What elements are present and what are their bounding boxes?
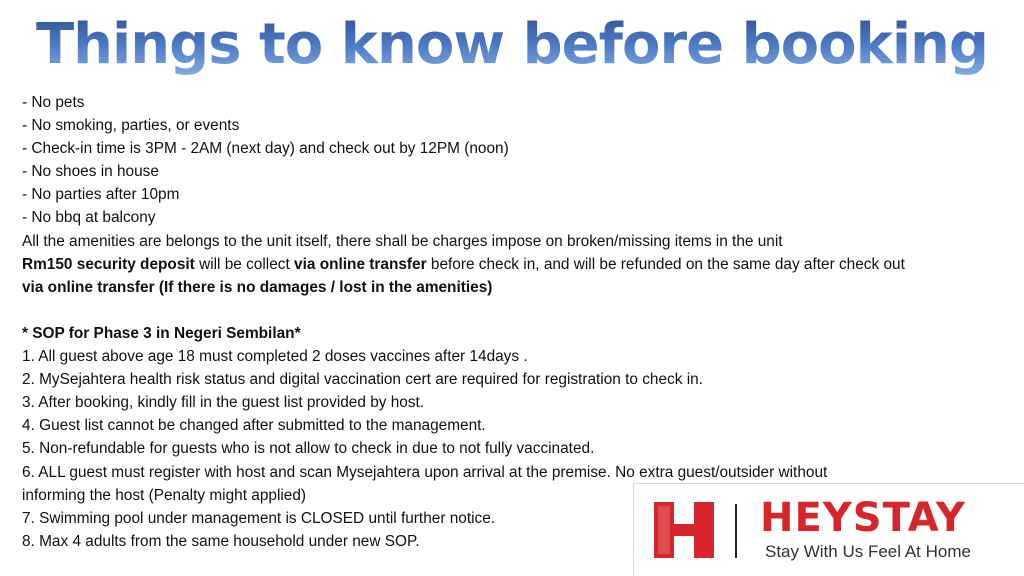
sop-item: 4. Guest list cannot be changed after submitted to the management. xyxy=(22,417,486,435)
brand-tagline: Stay With Us Feel At Home xyxy=(765,542,971,561)
rule-no-shoes: - No shoes in house xyxy=(22,163,159,181)
deposit-text-1: will be collect xyxy=(194,255,295,273)
sop-item: 3. After booking, kindly fill in the guest list provided by host. xyxy=(22,394,425,412)
page-title: Things to know before booking xyxy=(0,6,1024,84)
deposit-method: via online transfer xyxy=(294,255,427,273)
spacer xyxy=(22,299,1022,322)
sop-heading: * SOP for Phase 3 in Negeri Sembilan* xyxy=(22,324,301,342)
rule-check-in-time: - Check-in time is 3PM - 2AM (next day) and check out by 12PM (noon) xyxy=(22,140,509,158)
rule-no-pets: - No pets xyxy=(22,94,85,111)
rule-no-bbq: - No bbq at balcony xyxy=(22,209,156,227)
deposit-refund-method: via online transfer (If there is no damages / lost in the amenities) xyxy=(22,278,493,296)
sop-item: 2. MySejahtera health risk status and digital vaccination cert are required for registration to check in. xyxy=(22,371,703,389)
sop-item: 1. All guest above age 18 must completed 2 doses vaccines after 14days . xyxy=(22,348,528,366)
sop-item: 7. Swimming pool under management is CLOSED until further notice. xyxy=(22,509,496,527)
rule-no-parties: - No parties after 10pm xyxy=(22,186,180,204)
amenities-note: All the amenities are belongs to the unit itself, there shall be charges impose on broken/missing items in the unit xyxy=(22,232,783,250)
deposit-text-2: before check in, and will be refunded on the same day after check out xyxy=(426,255,905,273)
heystay-logo xyxy=(633,483,1024,576)
brand-name: HEYSTAY xyxy=(760,495,966,541)
logo-divider xyxy=(735,504,737,558)
sop-item: 8. Max 4 adults from the same household under new SOP. xyxy=(22,532,420,550)
rule-no-smoking: - No smoking, parties, or events xyxy=(22,117,240,135)
sop-item: informing the host (Penalty might applied) xyxy=(22,486,307,504)
sop-item: 6. ALL guest must register with host and scan Mysejahtera upon arrival at the premise. No extra guest/outsider without xyxy=(22,463,828,481)
deposit-note xyxy=(22,253,1022,276)
h-logo-icon xyxy=(652,498,716,562)
deposit-amount: Rm150 security deposit xyxy=(22,255,195,273)
sop-item: 5. Non-refundable for guests who is not allow to check in due to not fully vaccinated. xyxy=(22,440,595,458)
